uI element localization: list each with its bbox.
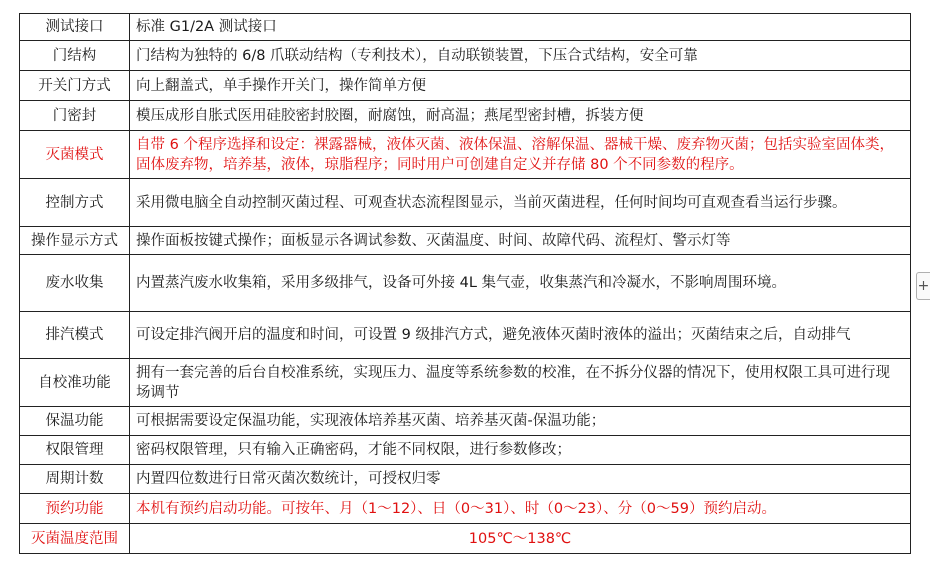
table-row bbox=[20, 359, 911, 407]
row-label: 门结构 bbox=[20, 41, 130, 71]
row-label: 操作显示方式 bbox=[20, 227, 130, 255]
row-value: 可根据需要设定保温功能，实现液体培养基灭菌、培养基灭菌-保温功能； bbox=[130, 407, 911, 436]
row-value: 操作面板按键式操作；面板显示各调试参数、灭菌温度、时间、故障代码、流程灯、警示灯等 bbox=[130, 227, 911, 255]
table-row bbox=[20, 255, 911, 312]
row-value: 自带 6 个程序选择和设定：裸露器械，液体灭菌、液体保温、溶解保温、器械干燥、废弃物灭菌；包括实验室固体类，固体废弃物，培养基，液体，琼脂程序；同时用户可创建自定义并存储 80 个不同参数的程序。 bbox=[130, 131, 911, 179]
expand-button[interactable]: + bbox=[916, 272, 930, 300]
row-value: 本机有预约启动功能。可按年、月（1～12）、日（0～31）、时（0～23）、分（0～59）预约启动。 bbox=[130, 494, 911, 524]
table-row bbox=[20, 41, 911, 71]
row-label: 灭菌温度范围 bbox=[20, 524, 130, 554]
row-label: 排汽模式 bbox=[20, 312, 130, 359]
row-value: 拥有一套完善的后台自校准系统，实现压力、温度等系统参数的校准，在不拆分仪器的情况下，使用权限工具可进行现场调节 bbox=[130, 359, 911, 407]
row-value: 门结构为独特的 6/8 爪联动结构（专利技术），自动联锁装置，下压合式结构，安全可靠 bbox=[130, 41, 911, 71]
row-label: 控制方式 bbox=[20, 179, 130, 227]
table-row bbox=[20, 71, 911, 101]
row-label: 保温功能 bbox=[20, 407, 130, 436]
row-value: 密码权限管理，只有输入正确密码，才能不同权限，进行参数修改； bbox=[130, 436, 911, 465]
spec-table bbox=[19, 13, 911, 554]
row-value: 向上翻盖式，单手操作开关门，操作简单方便 bbox=[130, 71, 911, 101]
row-label: 废水收集 bbox=[20, 255, 130, 312]
row-value: 内置蒸汽废水收集箱，采用多级排气，设备可外接 4L 集气壶，收集蒸汽和冷凝水，不影响周围环境。 bbox=[130, 255, 911, 312]
table-row bbox=[20, 131, 911, 179]
table-row bbox=[20, 312, 911, 359]
row-label: 自校准功能 bbox=[20, 359, 130, 407]
table-row bbox=[20, 494, 911, 524]
row-value: 模压成形自胀式医用硅胶密封胶圈，耐腐蚀，耐高温；燕尾型密封槽，拆装方便 bbox=[130, 101, 911, 131]
row-label: 周期计数 bbox=[20, 465, 130, 494]
row-label: 灭菌模式 bbox=[20, 131, 130, 179]
row-value: 采用微电脑全自动控制灭菌过程、可观查状态流程图显示，当前灭菌进程，任何时间均可直观查看当运行步骤。 bbox=[130, 179, 911, 227]
row-label: 预约功能 bbox=[20, 494, 130, 524]
table-row bbox=[20, 524, 911, 554]
row-label: 权限管理 bbox=[20, 436, 130, 465]
row-label: 门密封 bbox=[20, 101, 130, 131]
row-value: 可设定排汽阀开启的温度和时间，可设置 9 级排汽方式，避免液体灭菌时液体的溢出；灭菌结束之后，自动排气 bbox=[130, 312, 911, 359]
table-row bbox=[20, 14, 911, 41]
table-row bbox=[20, 179, 911, 227]
row-value: 105℃～138℃ bbox=[130, 524, 911, 554]
table-row bbox=[20, 407, 911, 436]
row-value: 内置四位数进行日常灭菌次数统计，可授权归零 bbox=[130, 465, 911, 494]
table-row bbox=[20, 101, 911, 131]
row-label: 开关门方式 bbox=[20, 71, 130, 101]
table-row bbox=[20, 227, 911, 255]
row-label: 测试接口 bbox=[20, 14, 130, 41]
row-value: 标准 G1/2A 测试接口 bbox=[130, 14, 911, 41]
table-row bbox=[20, 465, 911, 494]
table-row bbox=[20, 436, 911, 465]
